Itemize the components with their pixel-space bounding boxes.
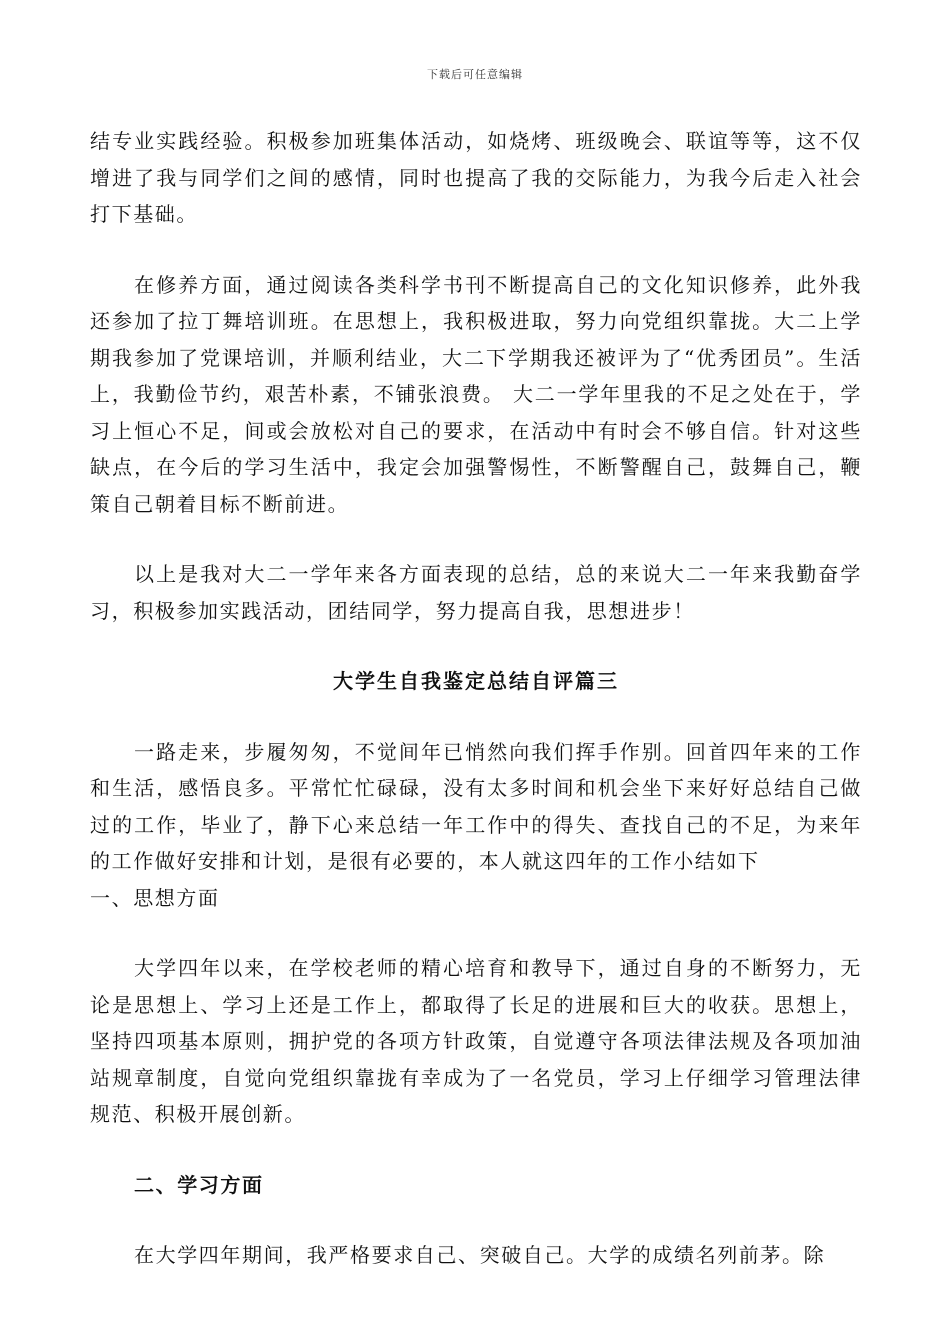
paragraph-4-tail: 一、思想方面 <box>90 885 220 910</box>
section-title: 大学生自我鉴定总结自评篇三 <box>333 669 619 693</box>
paragraph-4: 一路走来，步履匆匆，不觉间年已悄然向我们挥手作别。回首四年来的工作和生活，感悟良多。平常忙忙碌碌，没有太多时间和机会坐下来好好总结自己做过的工作，毕业了，静下心来总结一年工作中的得失、查找自己的不足，为来年的工作做好安排和计划，是很有必要的，本人就这四年的工作小结如下 <box>90 739 862 873</box>
subheading-study: 二、学习方面 <box>134 1172 264 1197</box>
document-body <box>90 123 862 1274</box>
paragraph-6: 在大学四年期间，我严格要求自己、突破自己。大学的成绩名列前茅。除 <box>134 1243 826 1267</box>
paragraph-gap <box>90 233 862 267</box>
page-header-note: 下载后可任意编辑 <box>427 68 523 81</box>
paragraph-1: 结专业实践经验。积极参加班集体活动，如烧烤、班级晚会、联谊等等，这不仅增进了我与同学们之间的感情，同时也提高了我的交际能力，为我今后走入社会打下基础。 <box>90 129 862 226</box>
paragraph-gap <box>90 1133 862 1167</box>
paragraph-gap <box>90 629 862 663</box>
paragraph-gap <box>90 1203 862 1237</box>
paragraph-gap <box>90 700 862 734</box>
paragraph-5: 大学四年以来，在学校老师的精心培育和教导下，通过自身的不断努力，无论是思想上、学习上还是工作上，都取得了长足的进展和巨大的收获。思想上，坚持四项基本原则，拥护党的各项方针政策，自觉遵守各项法律法规及各项加油站规章制度，自觉向党组织靠拢有幸成为了一名党员，学习上仔细学习管理法律规范、积极开展创新。 <box>90 956 862 1126</box>
paragraph-gap <box>90 916 862 950</box>
paragraph-3: 以上是我对大二一学年来各方面表现的总结，总的来说大二一年来我勤奋学习，积极参加实践活动，团结同学，努力提高自我，思想进步！ <box>90 562 862 623</box>
paragraph-2: 在修养方面，通过阅读各类科学书刊不断提高自己的文化知识修养，此外我还参加了拉丁舞培训班。在思想上，我积极进取，努力向党组织靠拢。大二上学期我参加了党课培训，并顺利结业，大二下学期我还被评为了“优秀团员”。生活上，我勤俭节约，艰苦朴素，不铺张浪费。 大二一学年里我的不足之处在于，学习上恒心不足，间或会放松对自己的要求，在活动中有时会不够自信。针对这些缺点，在今后的学习生活中，我定会加强警惕性，不断警醒自己，鼓舞自己，鞭策自己朝着目标不断前进。 <box>90 272 862 516</box>
paragraph-gap <box>90 522 862 556</box>
